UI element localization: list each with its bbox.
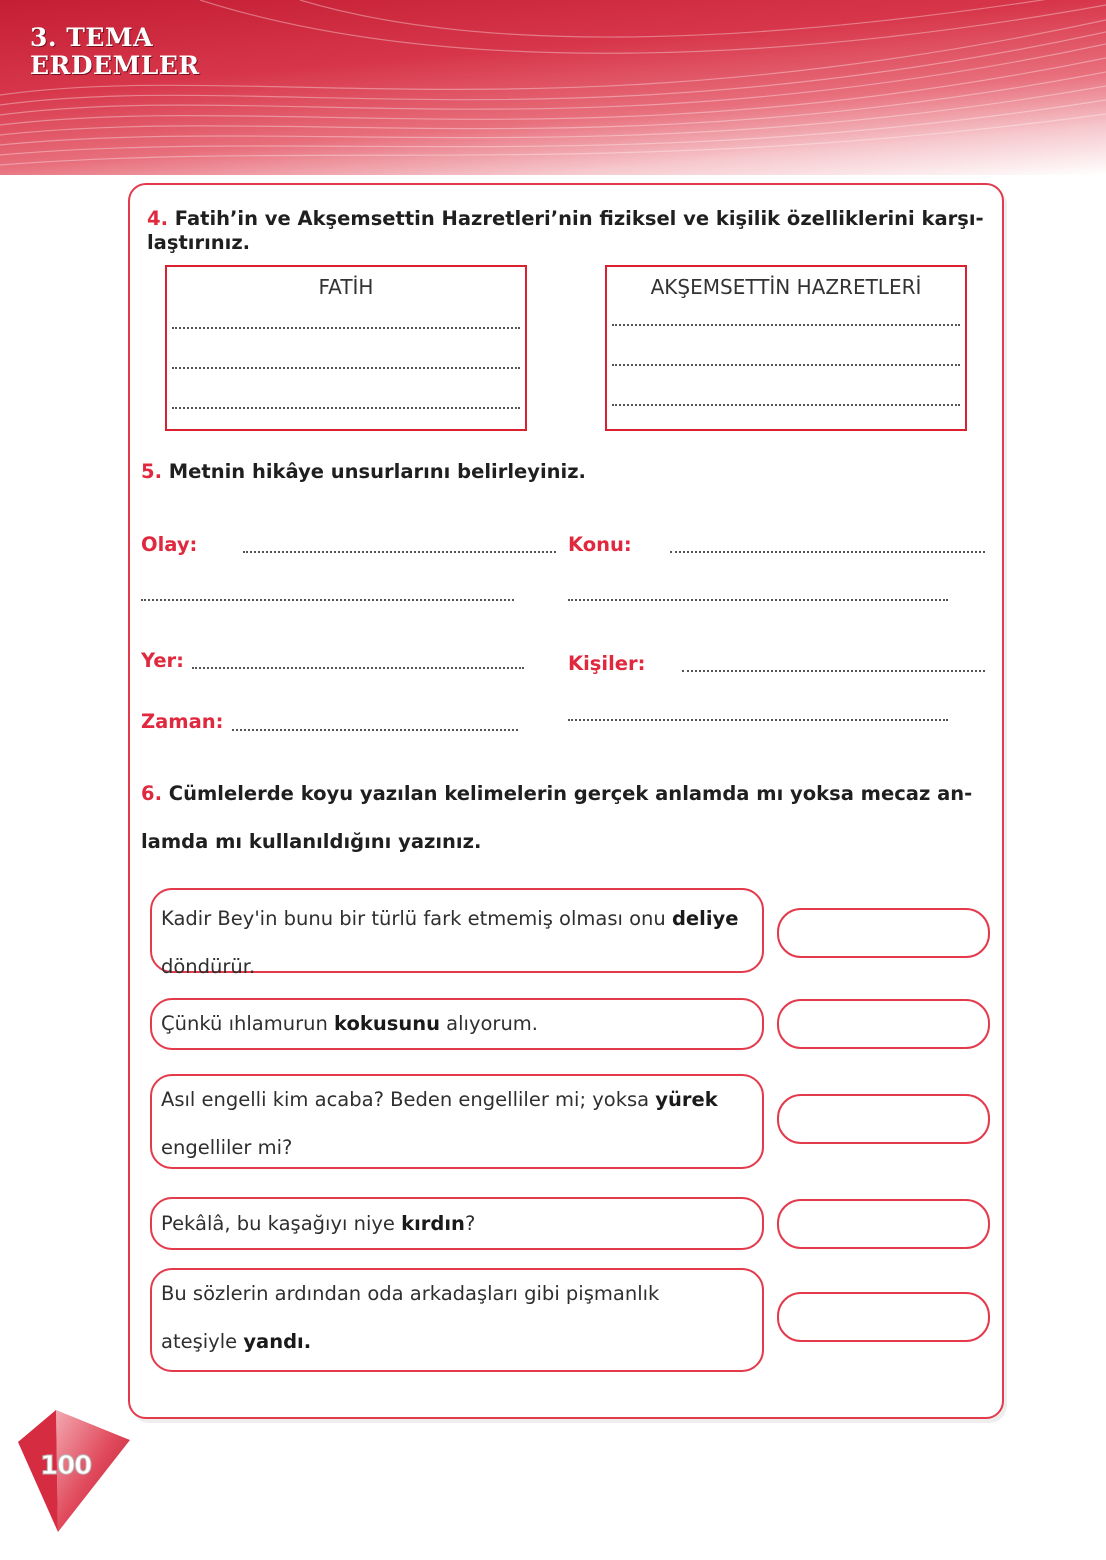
sentence-5-bold-word: yandı. [243, 1330, 312, 1353]
aksemsettin-answer-line-1[interactable] [612, 324, 960, 326]
sentence-5-text: Bu sözlerin ardından oda arkadaşları gibi pişmanlık ateşiyle [161, 1282, 660, 1353]
question-5-text: Metnin hikâye unsurlarını belirleyiniz. [168, 460, 586, 483]
sentence-3-text: Asıl engelli kim acaba? Beden engelliler mi; yoksa [161, 1088, 656, 1111]
aksemsettin-answer-line-2[interactable] [612, 364, 960, 366]
zaman-line[interactable] [232, 729, 518, 731]
question-6 [141, 770, 986, 866]
question-5-number: 5. [141, 460, 162, 483]
kisiler-line-1[interactable] [682, 670, 985, 672]
konu-line-1[interactable] [670, 551, 985, 553]
label-olay: Olay: [141, 533, 198, 556]
sentence-4-text-end: ? [464, 1212, 476, 1235]
yer-line[interactable] [192, 667, 524, 669]
sentence-1-text: Kadir Bey'in bunu bir türlü fark etmemiş olması onu [161, 907, 672, 930]
fatih-box [165, 265, 527, 431]
answer-box-5[interactable] [777, 1292, 990, 1342]
label-konu: Konu: [568, 533, 632, 556]
answer-box-3[interactable] [777, 1094, 990, 1144]
question-6-line-2: lamda mı kullanıldığını yazınız. [141, 830, 482, 853]
fatih-answer-line-3[interactable] [172, 407, 520, 409]
olay-line-1[interactable] [243, 551, 556, 553]
sentence-2-text: Çünkü ıhlamurun [161, 1012, 335, 1035]
answer-box-1[interactable] [777, 908, 990, 958]
fatih-answer-line-1[interactable] [172, 327, 520, 329]
sentence-1-text-end: döndürür. [161, 955, 256, 978]
sentence-2-bold-word: kokusunu [334, 1012, 440, 1035]
konu-line-2[interactable] [568, 599, 948, 601]
sentence-1-bold-word: deliye [671, 907, 739, 930]
sentence-4-bold-word: kırdın [401, 1212, 465, 1235]
olay-line-2[interactable] [141, 599, 514, 601]
theme-number: 3. TEMA [30, 23, 154, 52]
sentence-box-5 [150, 1268, 764, 1372]
question-6-number: 6. [141, 782, 162, 805]
sentence-box-2 [150, 998, 764, 1050]
fatih-answer-line-2[interactable] [172, 367, 520, 369]
label-kisiler: Kişiler: [568, 652, 646, 675]
fatih-box-title: FATİH [318, 275, 374, 299]
page-number: 100 [40, 1451, 92, 1481]
question-6-line-1: Cümlelerde koyu yazılan kelimelerin gerçek anlamda mı yoksa mecaz an- [168, 782, 973, 805]
sentence-box-3 [150, 1074, 764, 1169]
question-4-number: 4. [147, 207, 168, 230]
kisiler-line-2[interactable] [568, 719, 948, 721]
header-band [0, 0, 1106, 175]
question-4-line-2: laştırınız. [147, 231, 251, 254]
answer-box-4[interactable] [777, 1199, 990, 1249]
aksemsettin-answer-line-3[interactable] [612, 404, 960, 406]
sentence-3-bold-word: yürek [655, 1088, 718, 1111]
aksemsettin-box [605, 265, 967, 431]
sentence-3-text-end: engelliler mi? [161, 1136, 293, 1159]
label-zaman: Zaman: [141, 710, 224, 733]
sentence-2-text-end: alıyorum. [439, 1012, 538, 1035]
aksemsettin-box-title: AKŞEMSETTİN HAZRETLERİ [650, 275, 922, 299]
theme-title [30, 24, 200, 80]
label-yer: Yer: [141, 649, 184, 672]
sentence-box-4 [150, 1197, 764, 1250]
answer-box-2[interactable] [777, 999, 990, 1049]
theme-name: ERDEMLER [30, 51, 200, 80]
sentence-4-text: Pekâlâ, bu kaşağıyı niye [161, 1212, 402, 1235]
question-4-line-1: Fatih’in ve Akşemsettin Hazretleri’nin fiziksel ve kişilik özelliklerini karşı- [174, 207, 984, 230]
sentence-box-1 [150, 888, 764, 978]
question-4 [147, 207, 992, 255]
question-5 [141, 460, 586, 483]
